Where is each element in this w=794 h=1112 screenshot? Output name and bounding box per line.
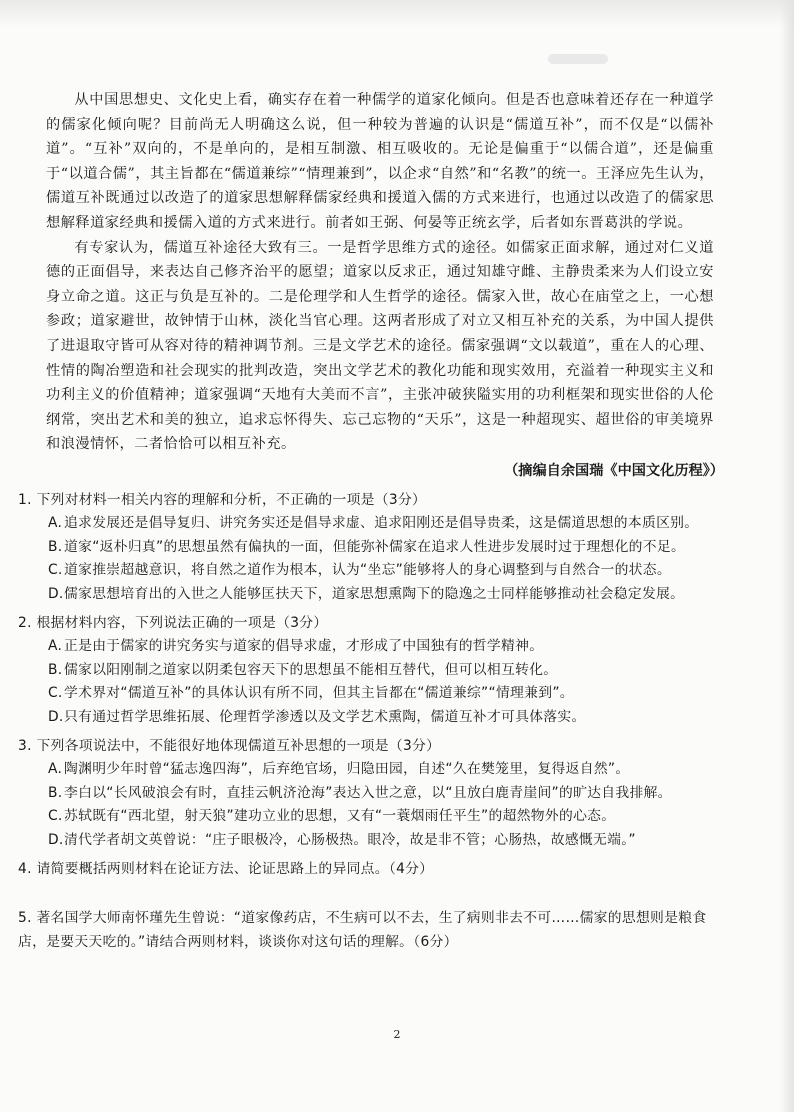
option-b xyxy=(34,782,714,805)
option-d xyxy=(34,829,714,852)
question-title: 2. 根据材料内容，下列说法正确的一项是（3分） xyxy=(18,614,328,631)
question-3 xyxy=(18,735,714,852)
exam-content xyxy=(18,88,724,954)
question-title: 1. 下列对材料一相关内容的理解和分析，不正确的一项是（3分） xyxy=(18,491,427,508)
passage-paragraph-1: 从中国思想史、文化史上看，确实存在着一种儒学的道家化倾向。但是否也意味着还存在一种道学的儒家化倾向呢？目前尚无人明确这么说，但一种较为普遍的认识是“儒道互补”，而不仅是“以儒补道”。“互补”双向的，不是单向的，是相互制激、相互吸收的。无论是偏重于“以儒合道”，还是偏重于“以道合儒”，其主旨都在“儒道兼综”“情理兼到”，以企求“自然”和“名教”的统一。王泽应先生认为，儒道互补既通过以改造了的道家思想解释儒家经典和援道入儒的方式来进行，也通过以改造了的儒家思想解释道家经典和援儒入道的方式来进行。前者如王弼、何晏等正统玄学，后者如东晋葛洪的学说。 xyxy=(46,92,714,231)
option-label: A. xyxy=(48,515,63,532)
option-text: 陶渊明少年时曾“猛志逸四海”，后弃绝官场，归隐田园，自述“久在樊笼里，复得返自然”。 xyxy=(64,761,630,778)
option-a xyxy=(34,512,714,535)
scan-smudge xyxy=(548,54,608,64)
option-label: B. xyxy=(48,538,63,555)
question-5 xyxy=(18,907,714,954)
scan-shadow-top xyxy=(0,0,794,28)
option-d xyxy=(34,583,714,606)
option-text: 道家“返朴归真”的思想虽然有偏执的一面，但能弥补儒家在追求人性进步发展时过于理想化的不足。 xyxy=(64,538,686,555)
option-text: 清代学者胡文英曾说：“庄子眼极冷，心肠极热。眼冷，故是非不管；心肠热，故感慨无端。” xyxy=(64,831,636,848)
question-title: 5. 著名国学大师南怀瑾先生曾说：“道家像药店，不生病可以不去，生了病则非去不可……儒家的思想则是粮食店，是要天天吃的。”请结合两则材料，谈谈你对这句话的理解。（6分） xyxy=(18,910,707,950)
scan-shadow-right xyxy=(780,0,794,1112)
option-label: D. xyxy=(48,708,64,725)
option-text: 学术界对“儒道互补”的具体认识有所不同，但其主旨都在“儒道兼综”“情理兼到”。 xyxy=(64,685,574,702)
option-label: A. xyxy=(48,638,63,655)
option-label: C. xyxy=(48,685,63,702)
option-label: A. xyxy=(48,761,63,778)
option-label: C. xyxy=(48,808,63,825)
option-text: 只有通过哲学思维拓展、伦理哲学渗透以及文学艺术熏陶，儒道互补才可具体落实。 xyxy=(64,708,586,725)
option-label: B. xyxy=(48,661,63,678)
option-label: D. xyxy=(48,585,64,602)
question-title: 4. 请简要概括两则材料在论证方法、论证思路上的异同点。（4分） xyxy=(18,861,434,877)
option-text: 儒家思想培育出的入世之人能够匡扶天下，道家思想熏陶下的隐逸之士同样能够推动社会稳定发展。 xyxy=(64,585,685,602)
option-b xyxy=(34,659,714,682)
option-label: B. xyxy=(48,784,63,801)
passage-source: （摘编自余国瑞《中国文化历程》） xyxy=(504,462,724,479)
option-a xyxy=(34,758,714,781)
option-d xyxy=(34,706,714,729)
question-1 xyxy=(18,489,714,606)
option-a xyxy=(34,635,714,658)
option-text: 道家推崇超越意识，将自然之道作为根本，认为“坐忘”能够将人的身心调整到与自然合一的状态。 xyxy=(64,562,671,579)
question-title: 3. 下列各项说法中，不能很好地体现儒道互补思想的一项是（3分） xyxy=(18,737,441,754)
option-text: 苏轼既有“西北望，射天狼”建功立业的思想，又有“一蓑烟雨任平生”的超然物外的心态。 xyxy=(64,808,616,825)
option-text: 追求发展还是倡导复归、讲究务实还是倡导求虚、追求阳刚还是倡导贵柔，这是儒道思想的本质区别。 xyxy=(64,515,699,532)
page-number: 2 xyxy=(393,1028,401,1041)
option-text: 儒家以阳刚制之道家以阴柔包容天下的思想虽不能相互替代，但可以相互转化。 xyxy=(64,661,558,678)
question-2 xyxy=(18,612,714,729)
option-c xyxy=(34,805,714,828)
option-text: 李白以“长风破浪会有时，直挂云帆济沧海”表达入世之意，以“且放白鹿青崖间”的旷达自我排解。 xyxy=(64,784,672,801)
option-label: C. xyxy=(48,562,63,579)
passage-paragraph-2: 有专家认为，儒道互补途径大致有三。一是哲学思维方式的途径。如儒家正面求解，通过对仁义道德的正面倡导，来表达自己修齐治平的愿望；道家以反求正，通过知雄守雌、主静贵柔来为人们设立安身立命之道。这正与负是互补的。二是伦理学和人生哲学的途径。儒家入世，故心在庙堂之上，一心想参政；道家避世，故钟情于山林，淡化当官心理。这两者形成了对立又相互补充的关系，为中国人提供了进退取守皆可从容对待的精神调节剂。三是文学艺术的途径。儒家强调“文以载道”，重在人的心理、性情的陶冶塑造和社会现实的批判改造，突出文学艺术的教化功能和现实效用，充溢着一种现实主义和功利主义的价值精神；道家强调“天地有大美而不言”，主张冲破狭隘实用的功利框架和现实世俗的人伦纲常，突出艺术和美的独立，追求忘怀得失、忘己忘物的“天乐”，这是一种超现实、超世俗的审美境界和浪漫情怀，二者恰恰可以相互补充。 xyxy=(46,239,714,453)
option-label: D. xyxy=(48,831,64,848)
question-4 xyxy=(18,858,714,881)
option-c xyxy=(34,559,714,582)
option-text: 正是由于儒家的讲究务实与道家的倡导求虚，才形成了中国独有的哲学精神。 xyxy=(64,638,544,655)
option-c xyxy=(34,682,714,705)
option-b xyxy=(34,536,714,559)
